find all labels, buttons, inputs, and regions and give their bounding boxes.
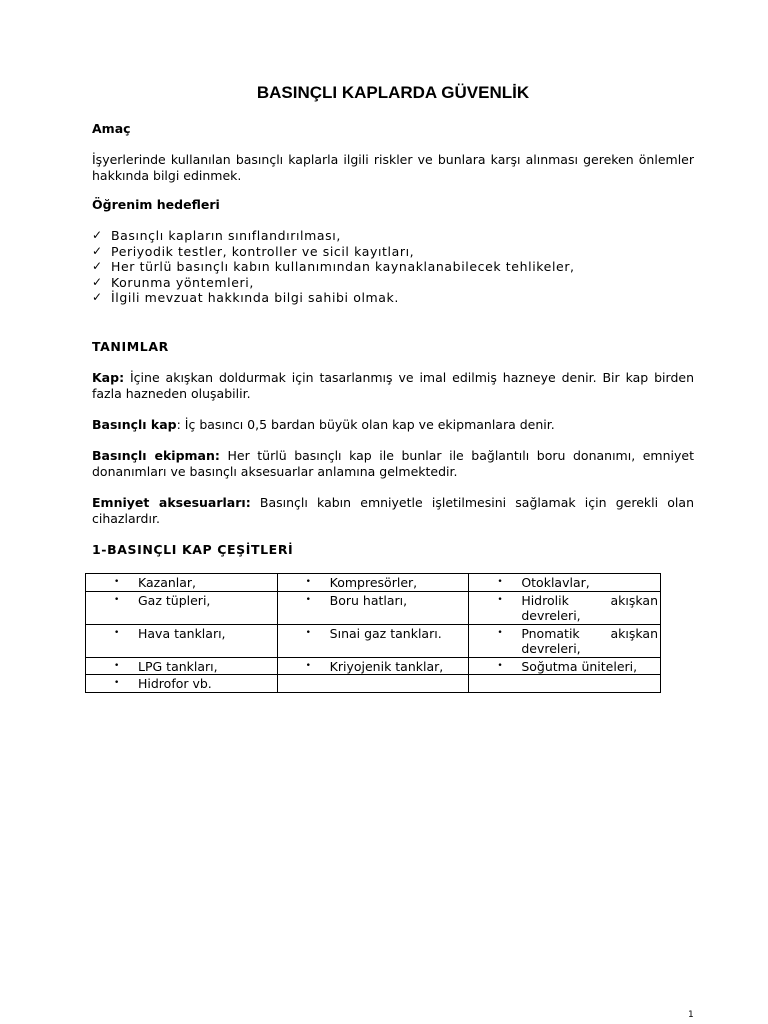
table-cell: • Hidrofor vb. [86, 675, 278, 693]
aim-heading: Amaç [92, 121, 131, 136]
table-cell: • Otoklavlar, [469, 574, 661, 592]
bullet-icon: • [305, 594, 311, 605]
bullet-icon: • [305, 577, 311, 587]
table-row [86, 657, 661, 675]
bullet-icon: • [497, 594, 503, 605]
table-cell: • Pnomatik akışkan devreleri, [469, 624, 661, 657]
table-cell [469, 675, 661, 693]
bullet-icon: • [114, 577, 120, 587]
checkmark-icon: ✓ [92, 259, 103, 273]
table-row [86, 624, 661, 657]
list-item: ✓ İlgili mevzuat hakkında bilgi sahibi olmak. [92, 290, 399, 305]
checkmark-icon: ✓ [92, 290, 103, 304]
bullet-icon: • [497, 660, 503, 671]
table-row [86, 574, 661, 592]
list-item: ✓ Her türlü basınçlı kabın kullanımından kaynaklanabilecek tehlikeler, [92, 259, 575, 274]
goals-heading: Öğrenim hedefleri [92, 197, 220, 212]
table-cell: • Gaz tüpleri, [86, 591, 278, 624]
bullet-icon: • [305, 660, 311, 671]
definition-basincli-ekipman [92, 448, 694, 479]
bullet-icon: • [114, 594, 120, 605]
definition-term: Emniyet aksesuarları: [92, 495, 251, 510]
definition-basincli-kap [92, 417, 694, 433]
definition-term: Kap: [92, 370, 125, 385]
aim-paragraph: İşyerlerinde kullanılan basınçlı kaplarla ilgili riskler ve bunlara karşı alınması gereken önlemler hakkında bilgi edinmek. [92, 152, 694, 183]
list-item: ✓ Periyodik testler, kontroller ve sicil kayıtları, [92, 243, 415, 259]
table-cell: • Kriyojenik tanklar, [277, 657, 469, 675]
bullet-icon: • [114, 660, 120, 671]
table-cell: • Kazanlar, [86, 574, 278, 592]
checkmark-icon: ✓ [92, 228, 103, 242]
goals-list [92, 228, 694, 306]
table-cell: • Soğutma üniteleri, [469, 657, 661, 675]
definition-text: Her türlü basınçlı kap ile bunlar ile bağlantılı boru donanımı, emniyet donanımları ve basınçlı aksesuarlar anlamına gelmektedir. [92, 448, 694, 479]
definition-term: Basınçlı ekipman: [92, 448, 220, 463]
page-number: 1 [688, 1010, 694, 1020]
vessel-types-table [85, 573, 661, 693]
table-cell: • Hava tankları, [86, 624, 278, 657]
definition-text: Basınçlı kabın emniyetle işletilmesini sağlamak için gerekli olan cihazlardır. [92, 495, 694, 526]
types-heading: 1-BASINÇLI KAP ÇEŞİTLERİ [92, 542, 294, 557]
checkmark-icon: ✓ [92, 243, 103, 258]
bullet-icon: • [114, 627, 120, 638]
bullet-icon: • [497, 627, 503, 638]
definition-term: Basınçlı kap [92, 417, 177, 432]
bullet-icon: • [497, 577, 503, 587]
document-title: BASINÇLI KAPLARDA GÜVENLİK [256, 83, 530, 102]
definition-text: : İç basıncı 0,5 bardan büyük olan kap ve ekipmanlara denir. [176, 417, 555, 432]
table-cell: • Kompresörler, [277, 574, 469, 592]
definition-emniyet-aksesuarlari [92, 495, 694, 526]
bullet-icon: • [305, 627, 311, 638]
table-cell: • Boru hatları, [277, 591, 469, 624]
table-row [86, 675, 661, 693]
definitions-heading: TANIMLAR [92, 339, 169, 354]
checkmark-icon: ✓ [92, 274, 103, 289]
bullet-icon: • [114, 678, 120, 688]
table-cell: • Hidrolik akışkan devreleri, [469, 591, 661, 624]
table-cell [277, 675, 469, 693]
list-item: ✓ Basınçlı kapların sınıflandırılması, [92, 228, 341, 243]
table-cell: • LPG tankları, [86, 657, 278, 675]
definition-kap [92, 370, 694, 401]
table-row [86, 591, 661, 624]
definition-text: İçine akışkan doldurmak için tasarlanmış ve imal edilmiş hazneye denir. Bir kap birden fazla hazneden oluşabilir. [92, 370, 694, 401]
list-item: ✓ Korunma yöntemleri, [92, 274, 254, 290]
table-cell: • Sınai gaz tankları. [277, 624, 469, 657]
